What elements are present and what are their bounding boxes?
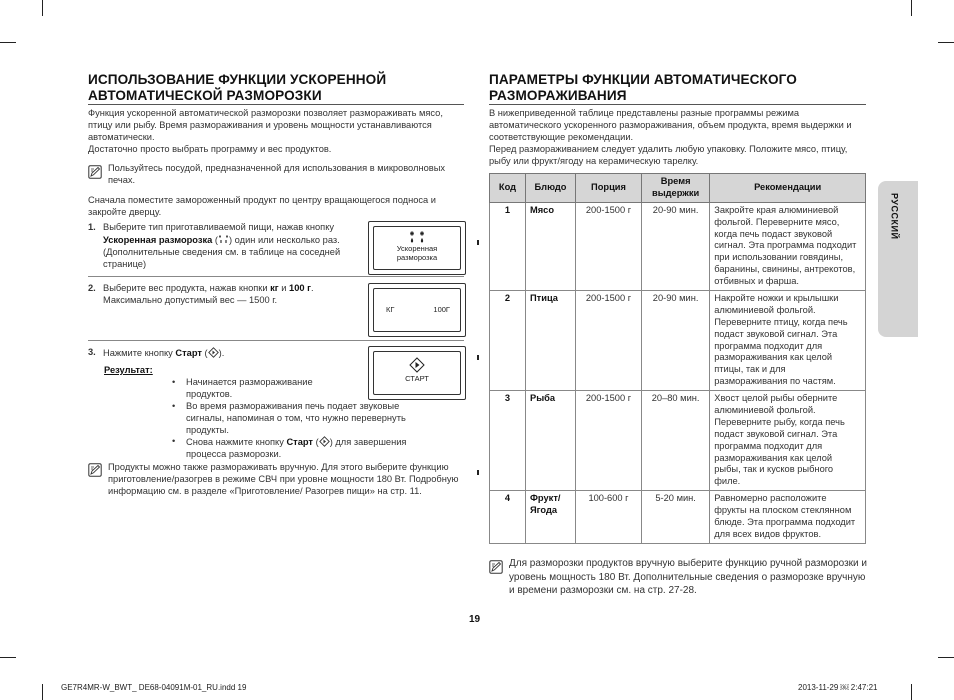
crop-mark xyxy=(42,684,43,700)
note-1: Пользуйтесь посудой, предназначенной для использования в микроволновых печах. xyxy=(108,163,446,185)
display-defrost-line1: Ускоренная xyxy=(396,244,438,253)
display-start-label: СТАРТ xyxy=(405,374,429,383)
table-cell-recommendation: Хвост целой рыбы оберните алюминиевой фольгой. Переверните рыбу, когда печь подаст звуковой сигнал. Эта программа подходит для размораживания как целой рыбы, так и кусков рыбного филе. xyxy=(710,391,866,491)
page-number: 19 xyxy=(469,614,481,625)
table-cell-recommendation: Равномерно расположите фрукты на плоском стеклянном блюде. Эта программа подходит для всех видов фруктов. xyxy=(710,491,866,544)
table-cell-recommendation: Закройте края алюминиевой фольгой. Переверните мясо, когда печь подаст звуковой сигнал. Эта программа подходит при использовании говядины, баранины, свинины, антрекотов, отбивных и фарша. xyxy=(710,202,866,290)
right-note: Для разморозки продуктов вручную выберите функцию ручной разморозки и уровень мощность 180 Вт. Дополнительные сведения о разморозке вручную и времени разморозки см. на стр. 27-28. xyxy=(509,558,867,596)
step-3-text-pre: Нажмите кнопку xyxy=(103,348,176,358)
table-header: Код xyxy=(490,174,526,203)
display-defrost xyxy=(368,221,466,275)
left-intro-para-1: Функция ускоренной автоматической разморозки позволяет размораживать мясо, птицу или рыбу. Время размораживания и уровень мощности устанавливаются автоматически. xyxy=(88,108,443,142)
table-cell-code: 2 xyxy=(490,291,526,391)
defrost-table xyxy=(489,173,866,544)
footer-timestamp: 2013-11-29 ￼ 2:47:21 xyxy=(798,683,878,692)
right-intro xyxy=(489,108,866,167)
left-intro-para-2: Достаточно просто выбрать программу и вес продуктов. xyxy=(88,143,332,154)
table-cell-dish: Мясо xyxy=(526,202,576,290)
result-item-3-post: ( xyxy=(313,437,319,448)
table-header-row xyxy=(490,174,866,203)
step-1-bold: Ускоренная разморозка xyxy=(103,234,213,245)
footer-file-info: GE7R4MR-W_BWT_ DE68-04091M-01_RU.indd 19 xyxy=(61,683,247,692)
note-pencil-icon xyxy=(88,165,102,179)
step-2-bold-100g: 100 г xyxy=(289,283,312,293)
table-cell-time: 20-90 мин. xyxy=(642,202,710,290)
table-cell-time: 20-90 мин. xyxy=(642,291,710,391)
step-1-text-post2: ) один или несколько раз. (Дополнительные сведения см. в таблице на соседней странице) xyxy=(103,234,341,269)
crop-mark xyxy=(477,470,479,475)
table-header: Время выдержки xyxy=(642,174,710,203)
step-3-text-post: ( xyxy=(201,348,208,358)
display-weight-100g: 100Г xyxy=(433,305,450,314)
right-intro-para-2: Перед размораживанием следует удалить любую упаковку. Положите мясо, птицу, рыбу или фрукт/ягоду на керамическую тарелку. xyxy=(489,143,848,166)
step-2-text-post: . Максимально допустимый вес — 1500 г. xyxy=(103,283,314,305)
start-diamond-icon xyxy=(319,436,330,447)
step-3-text-post2: ). xyxy=(218,348,225,358)
note-pencil-icon xyxy=(489,560,503,574)
crop-mark xyxy=(0,42,16,43)
table-cell-time: 20–80 мин. xyxy=(642,391,710,491)
table-cell-dish: Фрукт/ Ягода xyxy=(526,491,576,544)
result-label: Результат: xyxy=(104,365,153,375)
crop-mark xyxy=(42,0,43,16)
right-section-title: ПАРАМЕТРЫ ФУНКЦИИ АВТОМАТИЧЕСКОГО РАЗМОРАЖИВАНИЯ xyxy=(489,72,797,103)
step-3-number: 3. xyxy=(88,347,96,357)
crop-mark xyxy=(477,355,479,360)
table-cell-portion: 200-1500 г xyxy=(576,391,642,491)
right-intro-para-1: В нижеприведенной таблице представлены разные программы режима автоматического ускоренного размораживания, объем продукта, время выдержки и соответствующие рекомендации. xyxy=(489,108,852,142)
step-3 xyxy=(88,347,368,359)
right-title-rule xyxy=(489,104,866,105)
table-cell-code: 3 xyxy=(490,391,526,491)
display-weight-kg: КГ xyxy=(386,305,395,314)
step-divider xyxy=(88,340,464,341)
step-1-text-post: ( xyxy=(212,234,218,245)
note-2: Продукты можно также размораживать вручную. Для этого выберите функцию приготовление/разогрев в режиме СВЧ при уровне мощности 180 Вт. Подробную информацию см. в разделе «Приготовление/ Разогрев пищи» на стр. 11. xyxy=(108,462,459,496)
crop-mark xyxy=(938,42,954,43)
result-item xyxy=(172,436,438,461)
step-divider xyxy=(88,276,464,277)
left-intro xyxy=(88,108,464,156)
start-display-icon xyxy=(409,357,425,373)
table-cell-portion: 100-600 г xyxy=(576,491,642,544)
start-diamond-icon xyxy=(208,347,219,358)
defrost-display-icon xyxy=(407,230,427,244)
language-label: РУССКИЙ xyxy=(889,193,900,240)
table-cell-dish: Рыба xyxy=(526,391,576,491)
crop-mark xyxy=(0,657,16,658)
table-cell-code: 4 xyxy=(490,491,526,544)
left-section-title: ИСПОЛЬЗОВАНИЕ ФУНКЦИИ УСКОРЕННОЙ АВТОМАТИЧЕСКОЙ РАЗМОРОЗКИ xyxy=(88,72,387,103)
crop-mark xyxy=(911,684,912,700)
table-row xyxy=(490,391,866,491)
step-1-number: 1. xyxy=(88,222,96,232)
result-item: • Во время размораживания печь подает звуковые сигналы, напоминая о том, что нужно перевернуть продукты. xyxy=(172,401,438,437)
table-cell-time: 5-20 мин. xyxy=(642,491,710,544)
step-3-bold: Старт xyxy=(175,348,202,358)
crop-mark xyxy=(911,0,912,16)
crop-mark xyxy=(938,657,954,658)
table-cell-code: 1 xyxy=(490,202,526,290)
step-2-text-pre: Выберите вес продукта, нажав кнопки xyxy=(103,283,271,293)
step-2-number: 2. xyxy=(88,283,96,293)
display-weight xyxy=(368,283,466,337)
crop-mark xyxy=(477,240,479,245)
table-header: Блюдо xyxy=(526,174,576,203)
step-2-text-mid: и xyxy=(278,283,290,293)
note-pencil-icon xyxy=(88,463,102,477)
table-cell-portion: 200-1500 г xyxy=(576,291,642,391)
table-cell-recommendation: Накройте ножки и крылышки алюминиевой фольгой. Переверните птицу, когда печь подаст звуковой сигнал. Эта программа подходит для размораживания как целой птицы, так и для размораживания по частям. xyxy=(710,291,866,391)
snowflake-drops-icon xyxy=(218,234,229,244)
table-row xyxy=(490,202,866,290)
table-row xyxy=(490,491,866,544)
step-2 xyxy=(88,283,368,305)
step-2-bold-kg: кг xyxy=(270,283,279,293)
left-title-rule xyxy=(88,104,464,105)
table-header: Рекомендации xyxy=(710,174,866,203)
display-defrost-line2: разморозка xyxy=(396,253,438,262)
placement-text: Сначала поместите замороженный продукт по центру вращающегося подноса и закройте дверцу. xyxy=(88,195,436,217)
language-side-tab xyxy=(878,181,918,337)
step-1 xyxy=(88,222,368,269)
table-row xyxy=(490,291,866,391)
step-1-text-pre: Выберите тип приготавливаемой пищи, нажав кнопку xyxy=(103,222,335,232)
result-item-3-bold: Старт xyxy=(286,437,313,448)
table-cell-portion: 200-1500 г xyxy=(576,202,642,290)
result-item-3-pre: Снова нажмите кнопку xyxy=(186,437,287,448)
result-item: • Начинается размораживание продуктов. xyxy=(172,377,346,401)
table-cell-dish: Птица xyxy=(526,291,576,391)
table-header: Порция xyxy=(576,174,642,203)
result-list xyxy=(172,377,438,461)
result-item-3-post2: ) для завершения процесса разморозки. xyxy=(186,437,407,460)
